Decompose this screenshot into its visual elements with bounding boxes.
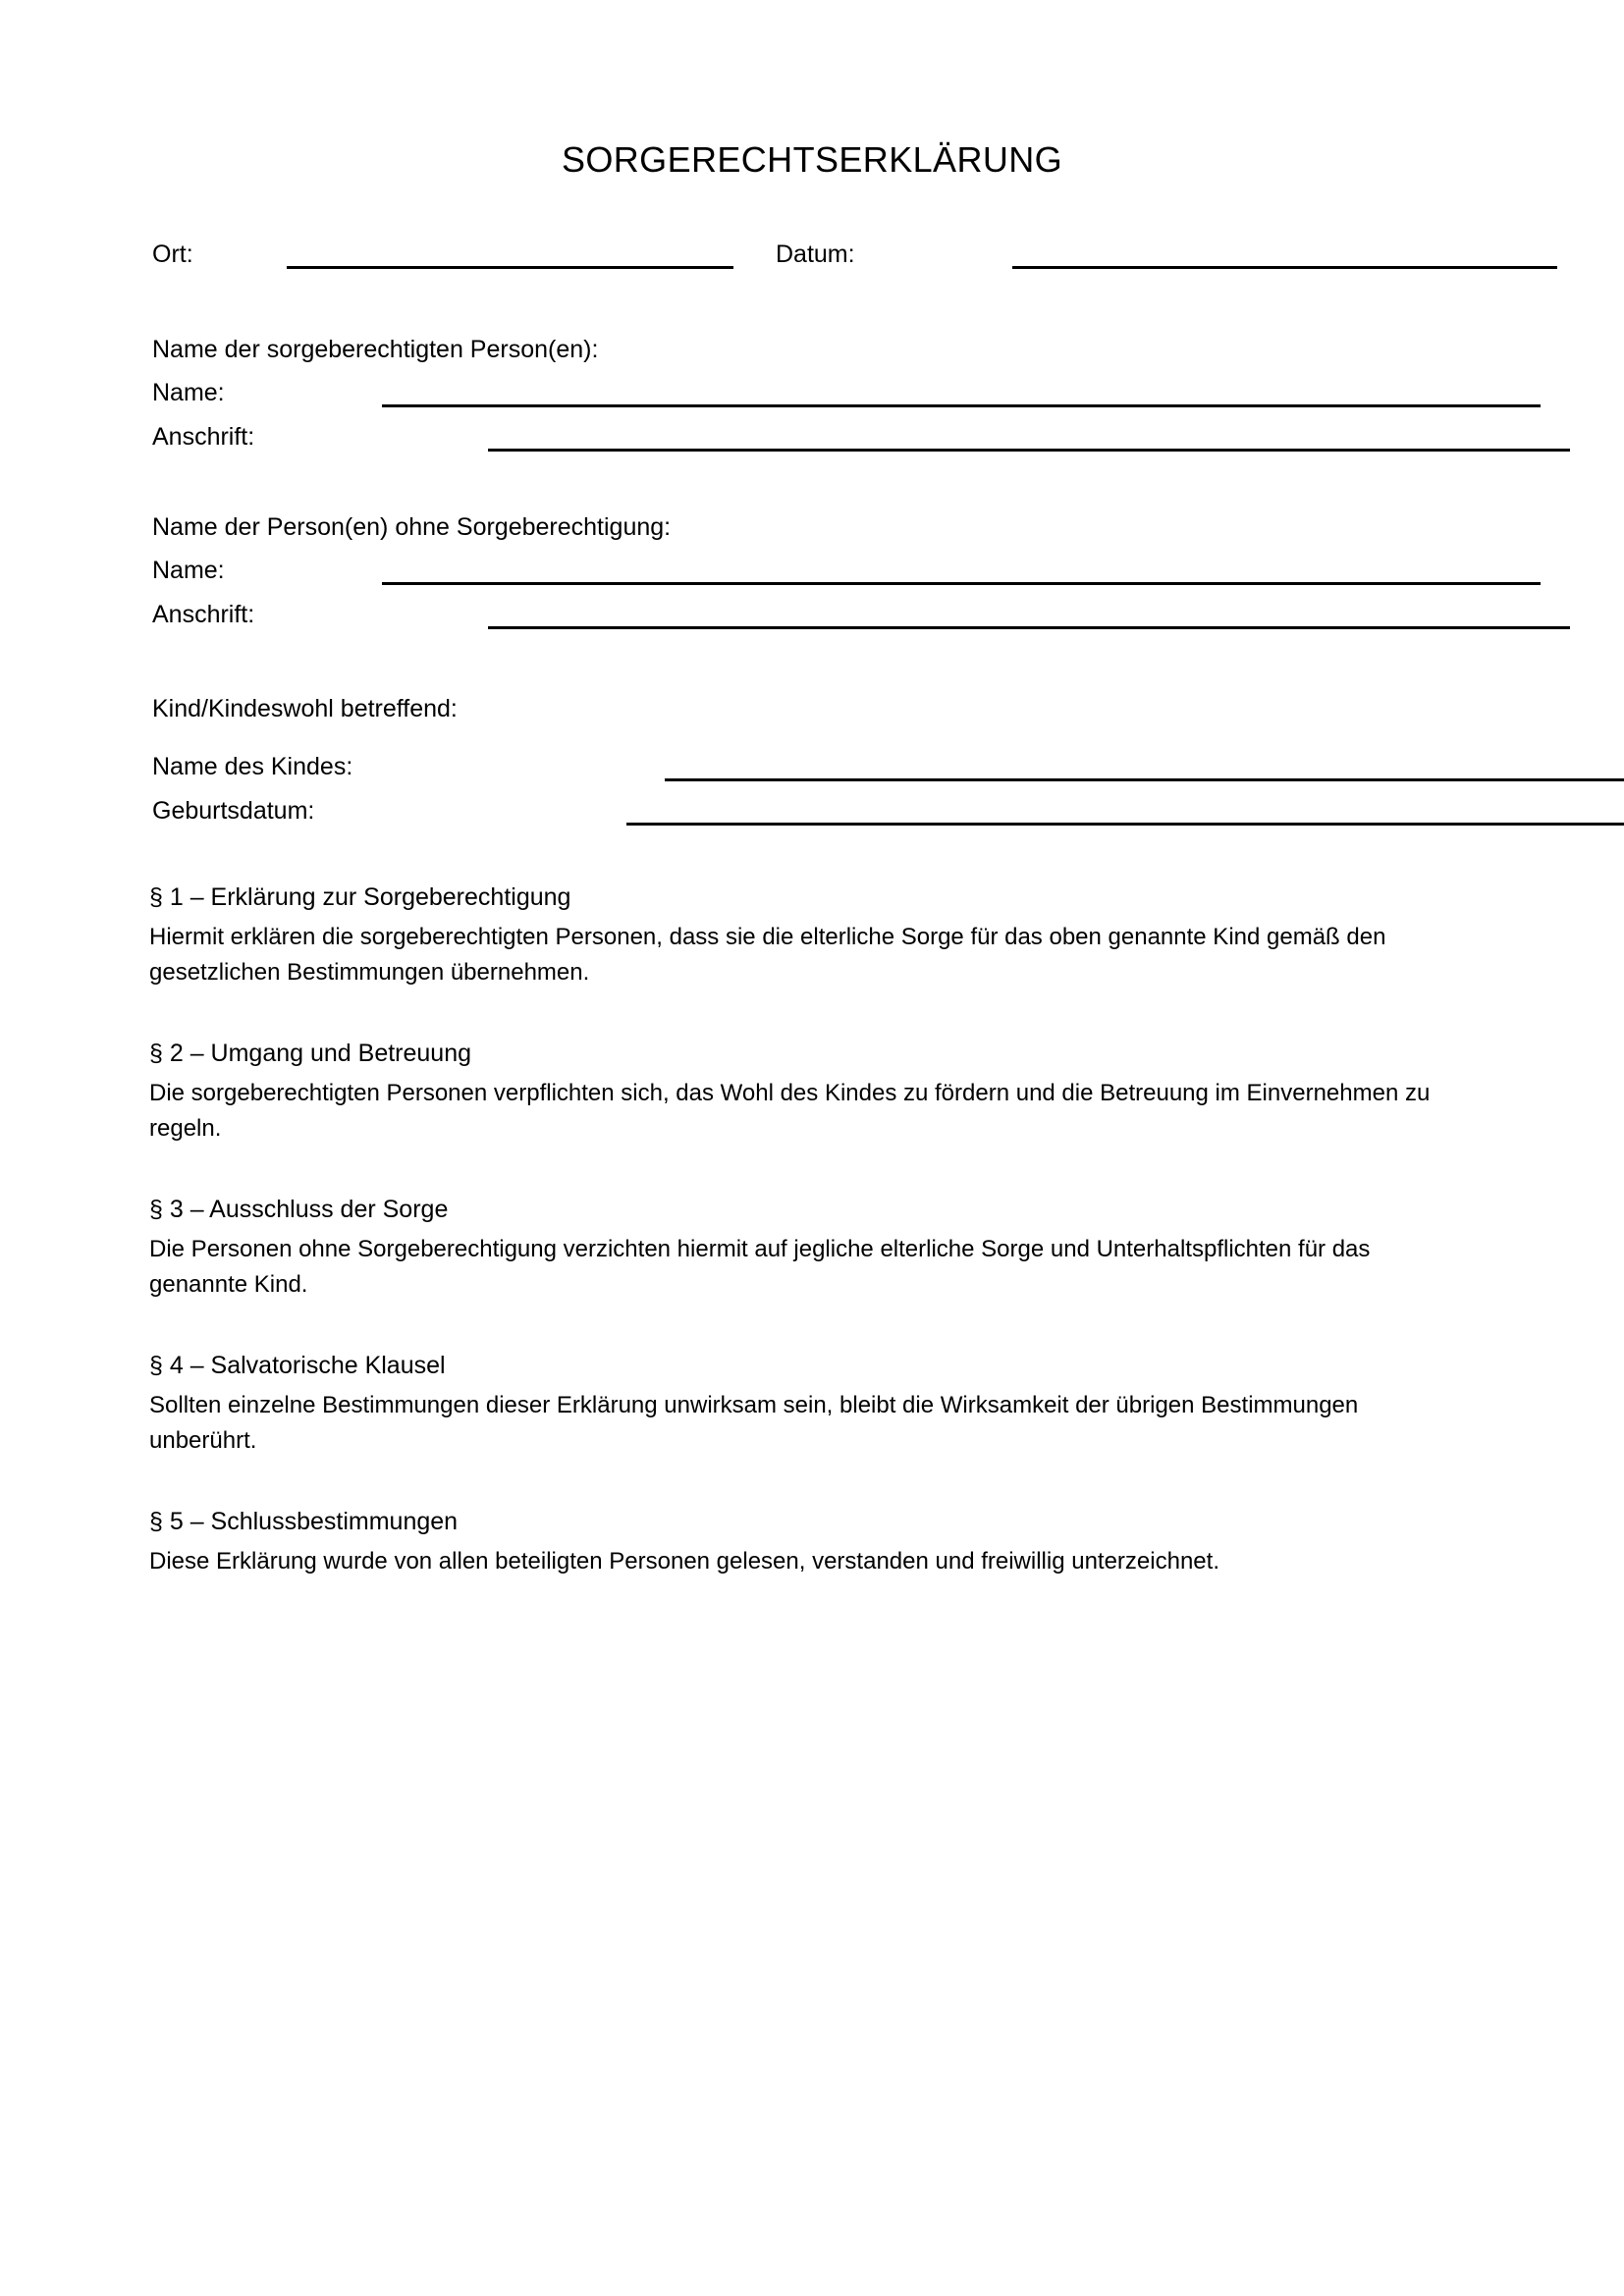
page-title: SORGERECHTSERKLÄRUNG [561,139,1063,181]
field-row-ort [152,236,733,269]
field-row-custodial-name [152,374,1541,407]
custodial-address-label: Anschrift: [152,423,255,451]
ort-label: Ort: [152,240,193,268]
clause-body: Hiermit erklären die sorgeberechtigten Personen, dass sie die elterliche Sorge für das oben genannte Kind gemäß den gesetzlichen Bestimmungen übernehmen. [149,924,1386,986]
clause-title: § 1 – Erklärung zur Sorgeberechtigung [149,883,571,911]
clause-title: § 3 – Ausschluss der Sorge [149,1196,449,1223]
clause-body: Die sorgeberechtigten Personen verpflichten sich, das Wohl des Kindes zu fördern und die Betreuung im Einvernehmen zu regeln. [149,1080,1431,1142]
non-custodial-name-label: Name: [152,557,225,584]
datum-input-line[interactable] [1012,243,1557,269]
child-birthdate-input-line[interactable] [626,800,1624,826]
clause-block [149,1036,1470,1147]
datum-label: Datum: [776,240,855,268]
field-row-non-custodial-name [152,552,1541,585]
field-row-non-custodial-address [152,596,1570,629]
clause-block [149,1348,1470,1459]
custodial-name-input-line[interactable] [382,382,1541,407]
child-birthdate-label: Geburtsdatum: [152,797,315,825]
child-section-heading: Kind/Kindeswohl betreffend: [152,695,458,722]
clause-block [149,880,1470,990]
field-row-child-birthdate [152,792,1624,826]
clause-body: Diese Erklärung wurde von allen beteiligten Personen gelesen, verstanden und freiwillig unterzeichnet. [149,1548,1219,1575]
field-row-child-name [152,748,1624,781]
custodial-address-input-line[interactable] [488,426,1570,452]
field-row-custodial-address [152,418,1570,452]
non-custodial-address-label: Anschrift: [152,601,255,628]
custodial-section-heading: Name der sorgeberechtigten Person(en): [152,336,599,363]
non-custodial-section-heading: Name der Person(en) ohne Sorgeberechtigung: [152,513,672,541]
clause-block [149,1192,1470,1303]
ort-input-line[interactable] [287,243,733,269]
clause-title: § 5 – Schlussbestimmungen [149,1508,459,1535]
child-name-input-line[interactable] [665,756,1624,781]
custodial-name-label: Name: [152,379,225,406]
clause-block [149,1504,1470,1579]
clause-title: § 4 – Salvatorische Klausel [149,1352,446,1379]
child-name-label: Name des Kindes: [152,753,353,780]
clause-body: Sollten einzelne Bestimmungen dieser Erklärung unwirksam sein, bleibt die Wirksamkeit der übrigen Bestimmungen unberührt. [149,1392,1359,1454]
non-custodial-name-input-line[interactable] [382,560,1541,585]
field-row-datum [776,236,1557,269]
non-custodial-address-input-line[interactable] [488,604,1570,629]
clause-body: Die Personen ohne Sorgeberechtigung verzichten hiermit auf jegliche elterliche Sorge und Unterhaltspflichten für das genannte Kind. [149,1236,1371,1298]
clause-title: § 2 – Umgang und Betreuung [149,1040,472,1067]
